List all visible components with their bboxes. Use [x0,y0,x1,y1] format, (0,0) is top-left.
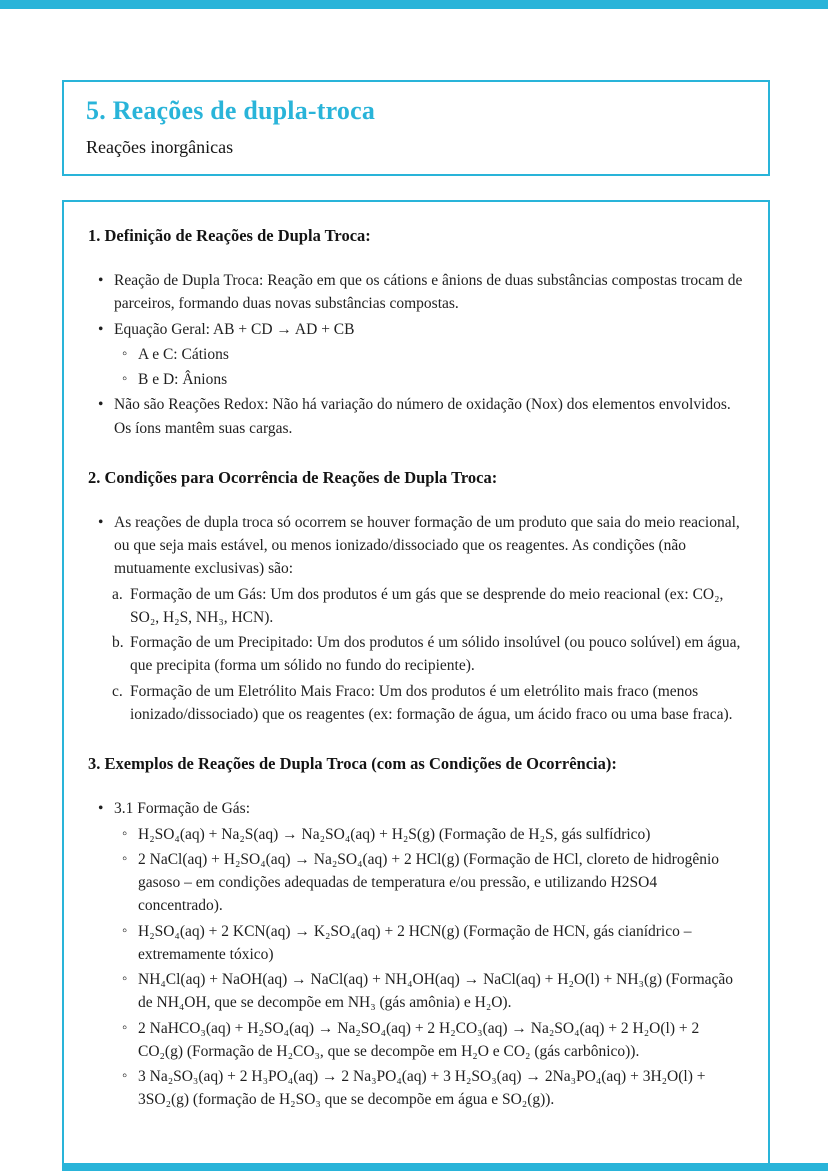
chem-equation-text: 2 NaCl(aq) + H₂SO₄(aq) → Na₂SO₄(aq) + 2 HCl(g) (Formação de HCl, cloreto de hidrogênio gasoso – em condições adequadas de temperatura e/ou pressão, e utilizando H2SO4 concentrado). [138,850,720,915]
bullet-text: 3.1 Formação de Gás: [114,800,251,818]
bullet-list [88,269,744,440]
chem-equation-text: 3 Na₂SO₃(aq) + 2 H₃PO₄(aq) → 2 Na₃PO₄(aq) + 3 H₂SO₃(aq) → 2Na₃PO₄(aq) + 3H₂O(l) + 3SO₂(g) (formação de H₂SO₃ que se decompõe em água e SO₂(g)). [138,1068,706,1109]
bullet-list [88,511,744,726]
chem-equation-item [112,1065,744,1112]
bullet-text: As reações de dupla troca só ocorrem se houver formação de um produto que saia do meio reacional, ou que seja mais estável, ou menos ionizado/dissociado que os reagentes. As condições (não mutuamente exclusivas) são: [114,513,740,578]
sub-bullet-text: B e D: Ânions [138,371,228,389]
chem-equation-text: H₂SO₄(aq) + Na₂S(aq) → Na₂SO₄(aq) + H₂S(g) (Formação de H₂S, gás sulfídrico) [138,825,651,843]
chem-equation-item [112,1017,744,1064]
bullet-item [88,797,744,1111]
chem-equation-item [112,823,744,846]
section-heading: 1. Definição de Reações de Dupla Troca: [88,226,371,245]
top-accent-bar [0,0,828,9]
content-card [62,200,770,1171]
lettered-item [108,631,744,678]
letter-marker: c. [112,682,123,700]
bullet-item [88,269,744,316]
section-heading: 3. Exemplos de Reações de Dupla Troca (com as Condições de Ocorrência): [88,754,617,774]
bullet-list [88,797,744,1111]
sub-bullet-item [112,368,744,391]
sub-bullet-list [112,343,744,392]
bullet-item [88,318,744,392]
section-exemplos [88,752,744,1111]
chem-equation-text: 2 NaHCO₃(aq) + H₂SO₄(aq) → Na₂SO₄(aq) + 2 H₂CO₃(aq) → Na₂SO₄(aq) + 2 H₂O(l) + 2 CO₂(g) (Formação de H₂CO₃, que se decompõe em H₂O e CO₂ (gás carbônico)). [138,1019,700,1060]
sub-bullet-item [112,343,744,366]
equation-list [112,823,744,1112]
bullet-text: Não são Reações Redox: Não há variação do número de oxidação (Nox) dos elementos envolvidos. Os íons mantêm suas cargas. [114,396,731,437]
sub-bullet-text: A e C: Cátions [138,345,229,363]
section-heading: 2. Condições para Ocorrência de Reações de Dupla Troca: [88,467,498,487]
chem-equation-item [112,848,744,918]
chem-equation-item [112,920,744,967]
bottom-accent-bar [62,1163,828,1171]
section-definicao [88,224,744,440]
lettered-item [108,680,744,727]
chem-equation-item [112,968,744,1015]
lettered-item [108,583,744,630]
chem-equation-text: NH₄Cl(aq) + NaOH(aq) → NaCl(aq) + NH₄OH(aq) → NaCl(aq) + H₂O(l) + NH₃(g) (Formação de NH₄OH, que se decompõe em NH₃ (gás amônia) e H₂O). [138,971,734,1012]
letter-marker: b. [112,634,124,652]
section-condicoes [88,466,744,726]
lettered-list [108,583,744,727]
lettered-text: Formação de um Eletrólito Mais Fraco: Um dos produtos é um eletrólito mais fraco (menos ionizado/dissociado) que os reagentes (ex: formação de água, um ácido fraco ou uma base fraca). [130,682,733,723]
page-subtitle: Reações inorgânicas [86,136,234,157]
letter-marker: a. [112,585,123,603]
header-card [62,80,770,176]
bullet-text: Reação de Dupla Troca: Reação em que os cátions e ânions de duas substâncias compostas trocam de parceiros, formando duas novas substâncias compostas. [114,272,743,313]
page-title: 5. Reações de dupla-troca [86,96,376,125]
chem-equation-text: H₂SO₄(aq) + 2 KCN(aq) → K₂SO₄(aq) + 2 HCN(g) (Formação de HCN, gás cianídrico – extremamente tóxico) [138,922,692,963]
bullet-item [88,511,744,726]
lettered-text: Formação de um Precipitado: Um dos produtos é um sólido insolúvel (ou pouco solúvel) em água, que precipita (forma um sólido no fundo do recipiente). [130,634,741,675]
lettered-text: Formação de um Gás: Um dos produtos é um gás que se desprende do meio reacional (ex: CO₂, SO₂, H₂S, NH₃, HCN). [130,585,724,626]
bullet-text: Equação Geral: AB + CD → AD + CB [114,320,355,338]
bullet-item [88,393,744,440]
